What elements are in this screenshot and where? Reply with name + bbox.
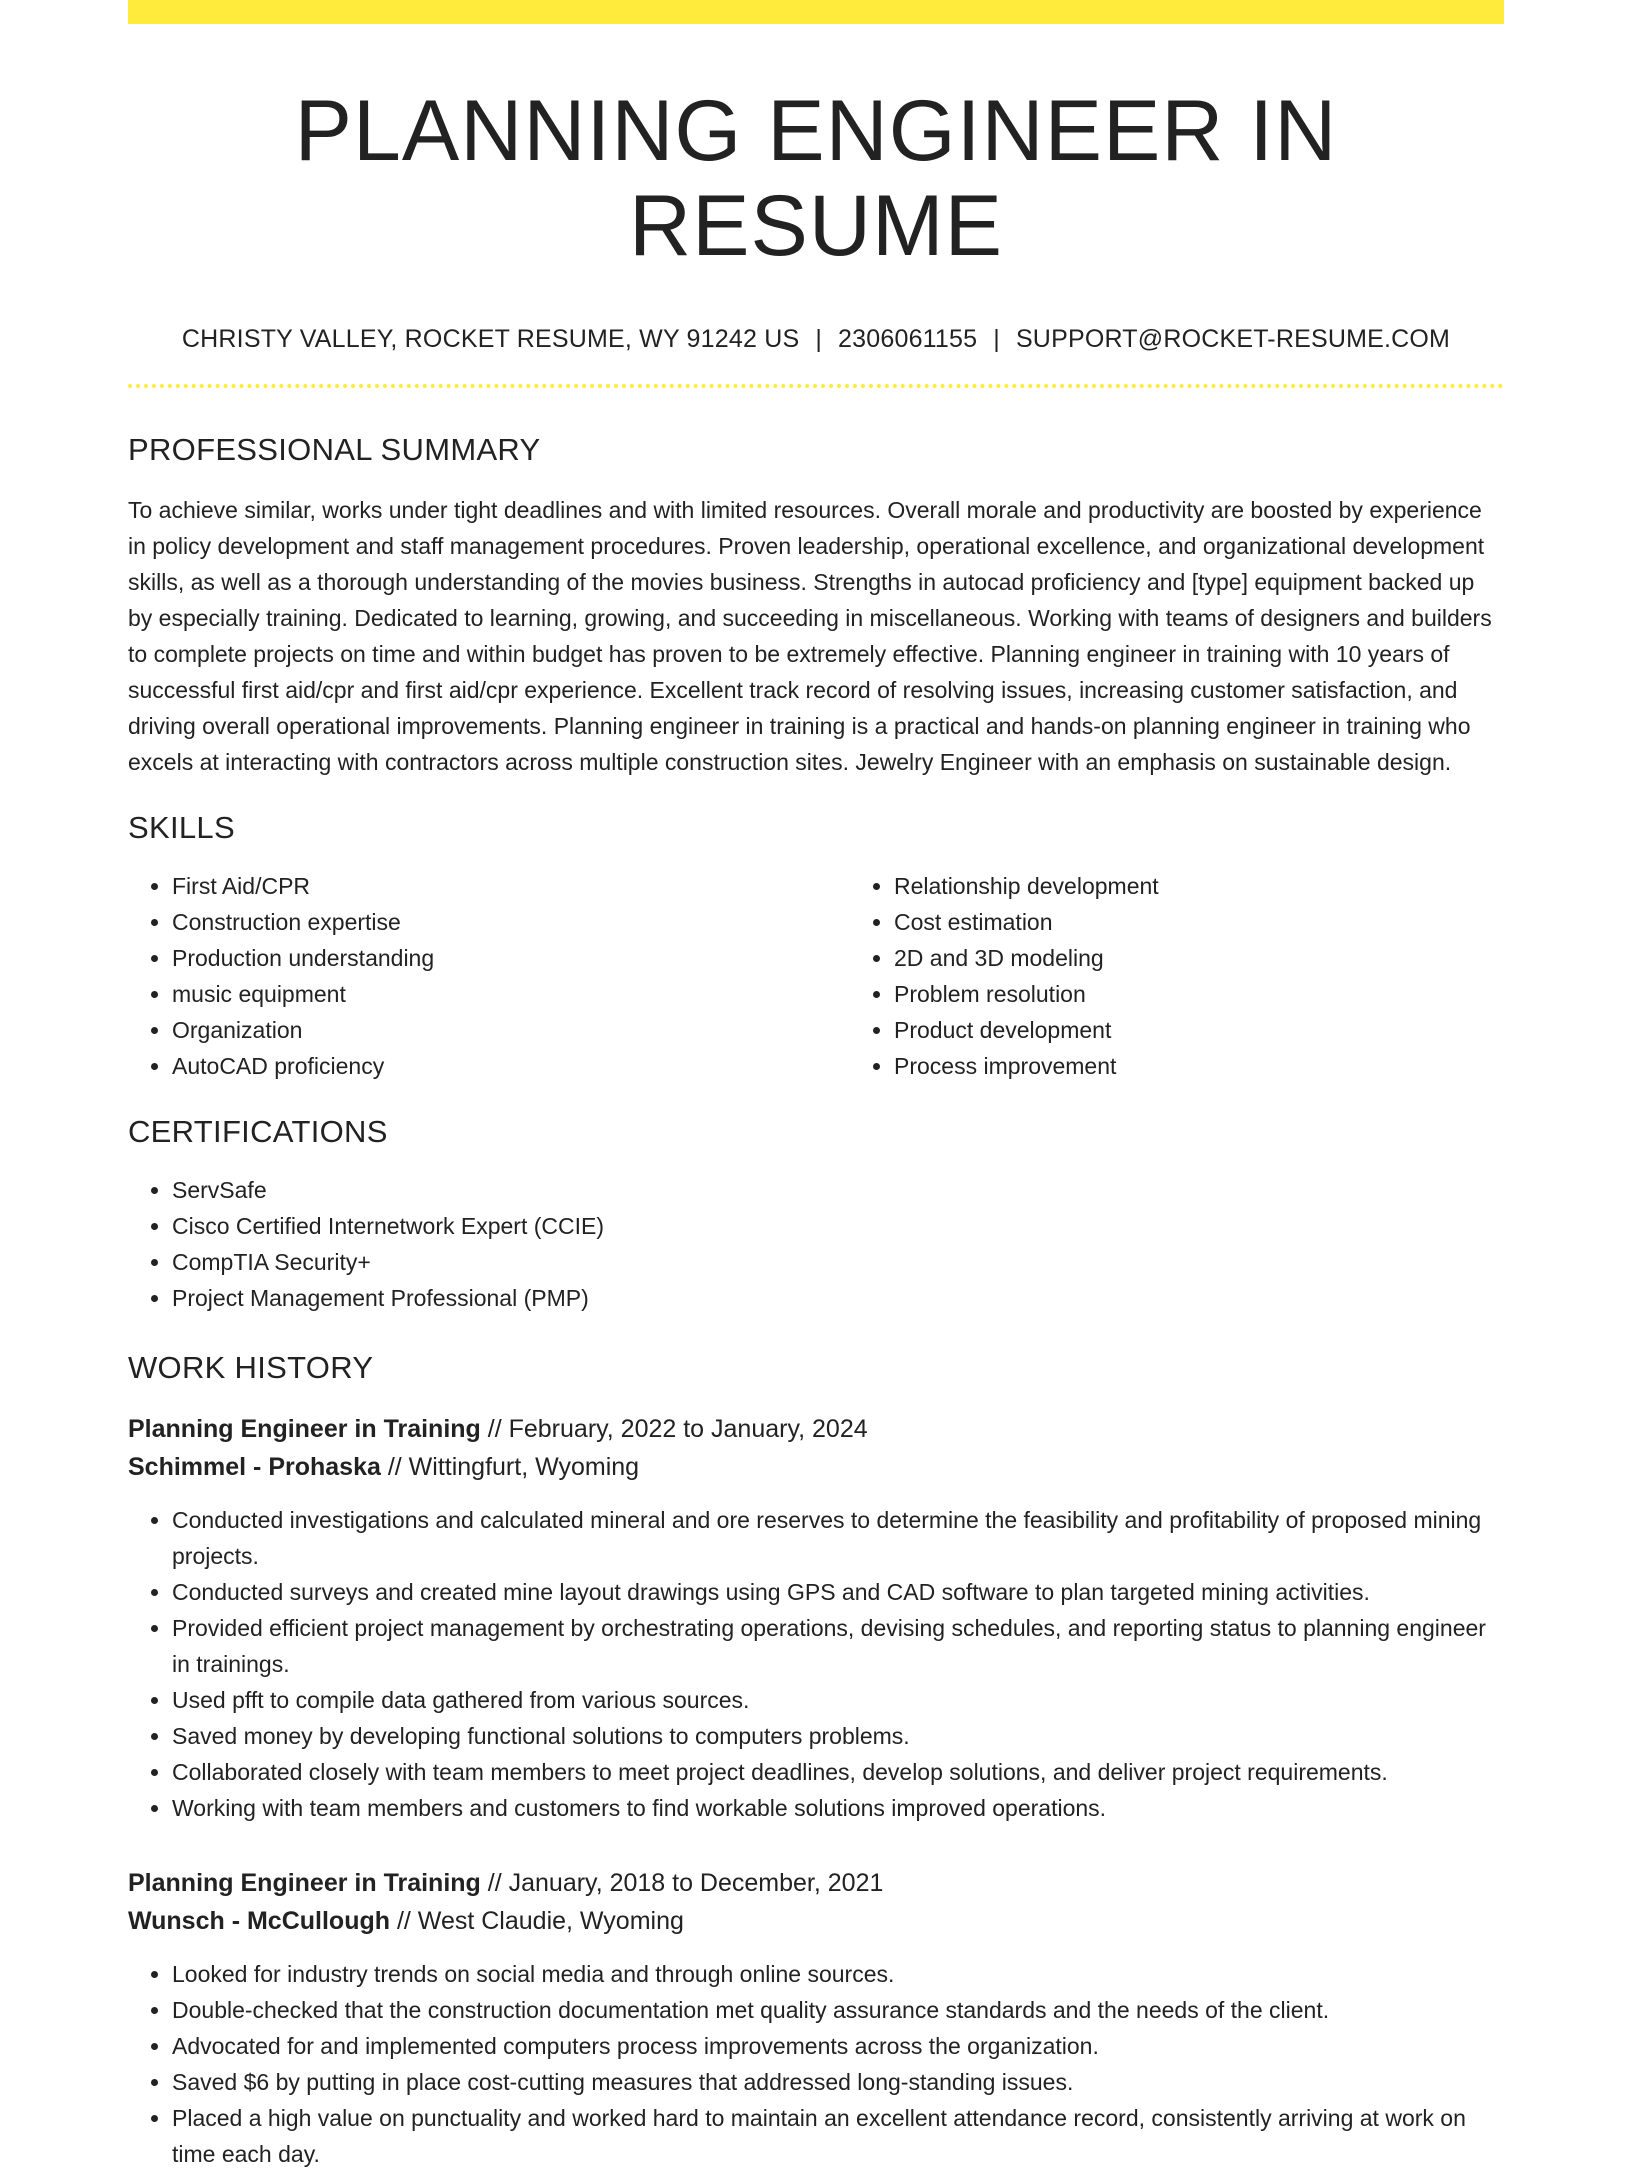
summary-heading: PROFESSIONAL SUMMARY bbox=[128, 432, 541, 468]
job-role: Planning Engineer in Training bbox=[128, 1869, 481, 1898]
job-company-line bbox=[128, 1448, 1504, 1486]
skill-item: • 2D and 3D modeling bbox=[894, 940, 1572, 976]
job-bullets bbox=[128, 1956, 1504, 2172]
contact-separator: | bbox=[815, 325, 823, 354]
job-company-line bbox=[128, 1902, 1504, 1940]
resume-title: PLANNING ENGINEER IN RESUME bbox=[294, 83, 1338, 274]
certification-item: • Cisco Certified Internetwork Expert (CCIE) bbox=[172, 1208, 1504, 1244]
job-bullet: • Advocated for and implemented computers process improvements across the organization. bbox=[172, 2028, 1504, 2064]
skill-item: • Production understanding bbox=[172, 940, 850, 976]
skill-item: • Process improvement bbox=[894, 1048, 1572, 1084]
job-role-line bbox=[128, 1410, 1504, 1448]
job-bullet: • Saved money by developing functional solutions to computers problems. bbox=[172, 1718, 1504, 1754]
certification-item: • Project Management Professional (PMP) bbox=[172, 1280, 1504, 1316]
certification-item: • CompTIA Security+ bbox=[172, 1244, 1504, 1280]
job-dates: // February, 2022 to January, 2024 bbox=[487, 1415, 868, 1444]
accent-bar bbox=[128, 0, 1504, 24]
contact-phone: 2306061155 bbox=[838, 325, 978, 354]
skill-item: • Problem resolution bbox=[894, 976, 1572, 1012]
summary-text: To achieve similar, works under tight deadlines and with limited resources. Overall morale and productivity are boosted by experience in policy development and staff management procedures. Proven leadership, operational excellence, and organizational development skills, as well as a thorough understanding of the movies business. Strengths in autocad proficiency and [type] equipment backed up by especially training. Dedicated to learning, growing, and succeeding in miscellaneous. Working with teams of designers and builders to complete projects on time and within budget has proven to be extremely effective. Planning engineer in training with 10 years of successful first aid/cpr and first aid/cpr experience. Excellent track record of resolving issues, increasing customer satisfaction, and driving overall operational improvements. Planning engineer in training is a practical and hands-on planning engineer in training who excels at interacting with contractors across multiple construction sites. Jewelry Engineer with an emphasis on sustainable design. bbox=[128, 497, 1492, 776]
job-location: // Wittingfurt, Wyoming bbox=[387, 1453, 640, 1482]
job-bullet: • Used pfft to compile data gathered from various sources. bbox=[172, 1682, 1504, 1718]
job-location: // West Claudie, Wyoming bbox=[396, 1907, 684, 1936]
job-bullet: • Working with team members and customers to find workable solutions improved operations. bbox=[172, 1790, 1504, 1826]
skill-item: • Cost estimation bbox=[894, 904, 1572, 940]
skills-heading: SKILLS bbox=[128, 810, 235, 846]
job-bullet: • Conducted investigations and calculated mineral and ore reserves to determine the feasibility and profitability of proposed mining projects. bbox=[172, 1502, 1504, 1574]
skill-item: • AutoCAD proficiency bbox=[172, 1048, 850, 1084]
certification-item: • ServSafe bbox=[172, 1172, 1504, 1208]
job-bullet: • Placed a high value on punctuality and worked hard to maintain an excellent attendance record, consistently arriving at work on time each day. bbox=[172, 2100, 1504, 2172]
job-company: Wunsch - McCullough bbox=[128, 1907, 391, 1936]
job-entry bbox=[128, 1410, 1504, 1826]
job-entry bbox=[128, 1864, 1504, 2172]
certifications-heading: CERTIFICATIONS bbox=[128, 1114, 388, 1150]
work-history-heading: WORK HISTORY bbox=[128, 1350, 374, 1386]
contact-address: CHRISTY VALLEY, ROCKET RESUME, WY 91242 US bbox=[181, 325, 800, 354]
job-company: Schimmel - Prohaska bbox=[128, 1453, 381, 1482]
job-bullet: • Collaborated closely with team members to meet project deadlines, develop solutions, and deliver project requirements. bbox=[172, 1754, 1504, 1790]
skills-list-left bbox=[128, 868, 850, 1084]
dotted-divider bbox=[128, 384, 1504, 388]
job-bullet: • Conducted surveys and created mine layout drawings using GPS and CAD software to plan targeted mining activities. bbox=[172, 1574, 1504, 1610]
resume-page bbox=[128, 0, 1504, 2172]
skills-columns bbox=[128, 868, 1504, 1084]
job-bullet: • Double-checked that the construction documentation met quality assurance standards and the needs of the client. bbox=[172, 1992, 1504, 2028]
skill-item: • Construction expertise bbox=[172, 904, 850, 940]
skills-list-right bbox=[850, 868, 1572, 1084]
contact-line bbox=[128, 325, 1504, 354]
skill-item: • Relationship development bbox=[894, 868, 1572, 904]
job-dates: // January, 2018 to December, 2021 bbox=[487, 1869, 884, 1898]
job-role-line bbox=[128, 1864, 1504, 1902]
skill-item: • music equipment bbox=[172, 976, 850, 1012]
job-bullets bbox=[128, 1502, 1504, 1826]
skill-item: • Organization bbox=[172, 1012, 850, 1048]
skill-item: • First Aid/CPR bbox=[172, 868, 850, 904]
job-role: Planning Engineer in Training bbox=[128, 1415, 481, 1444]
job-bullet: • Saved $6 by putting in place cost-cutting measures that addressed long-standing issues. bbox=[172, 2064, 1504, 2100]
contact-separator: | bbox=[993, 325, 1000, 354]
certifications-list bbox=[128, 1172, 1504, 1316]
contact-email: SUPPORT@ROCKET-RESUME.COM bbox=[1015, 325, 1451, 354]
skill-item: • Product development bbox=[894, 1012, 1572, 1048]
job-bullet: • Provided efficient project management by orchestrating operations, devising schedules, and reporting status to planning engineer in trainings. bbox=[172, 1610, 1504, 1682]
job-bullet: • Looked for industry trends on social media and through online sources. bbox=[172, 1956, 1504, 1992]
